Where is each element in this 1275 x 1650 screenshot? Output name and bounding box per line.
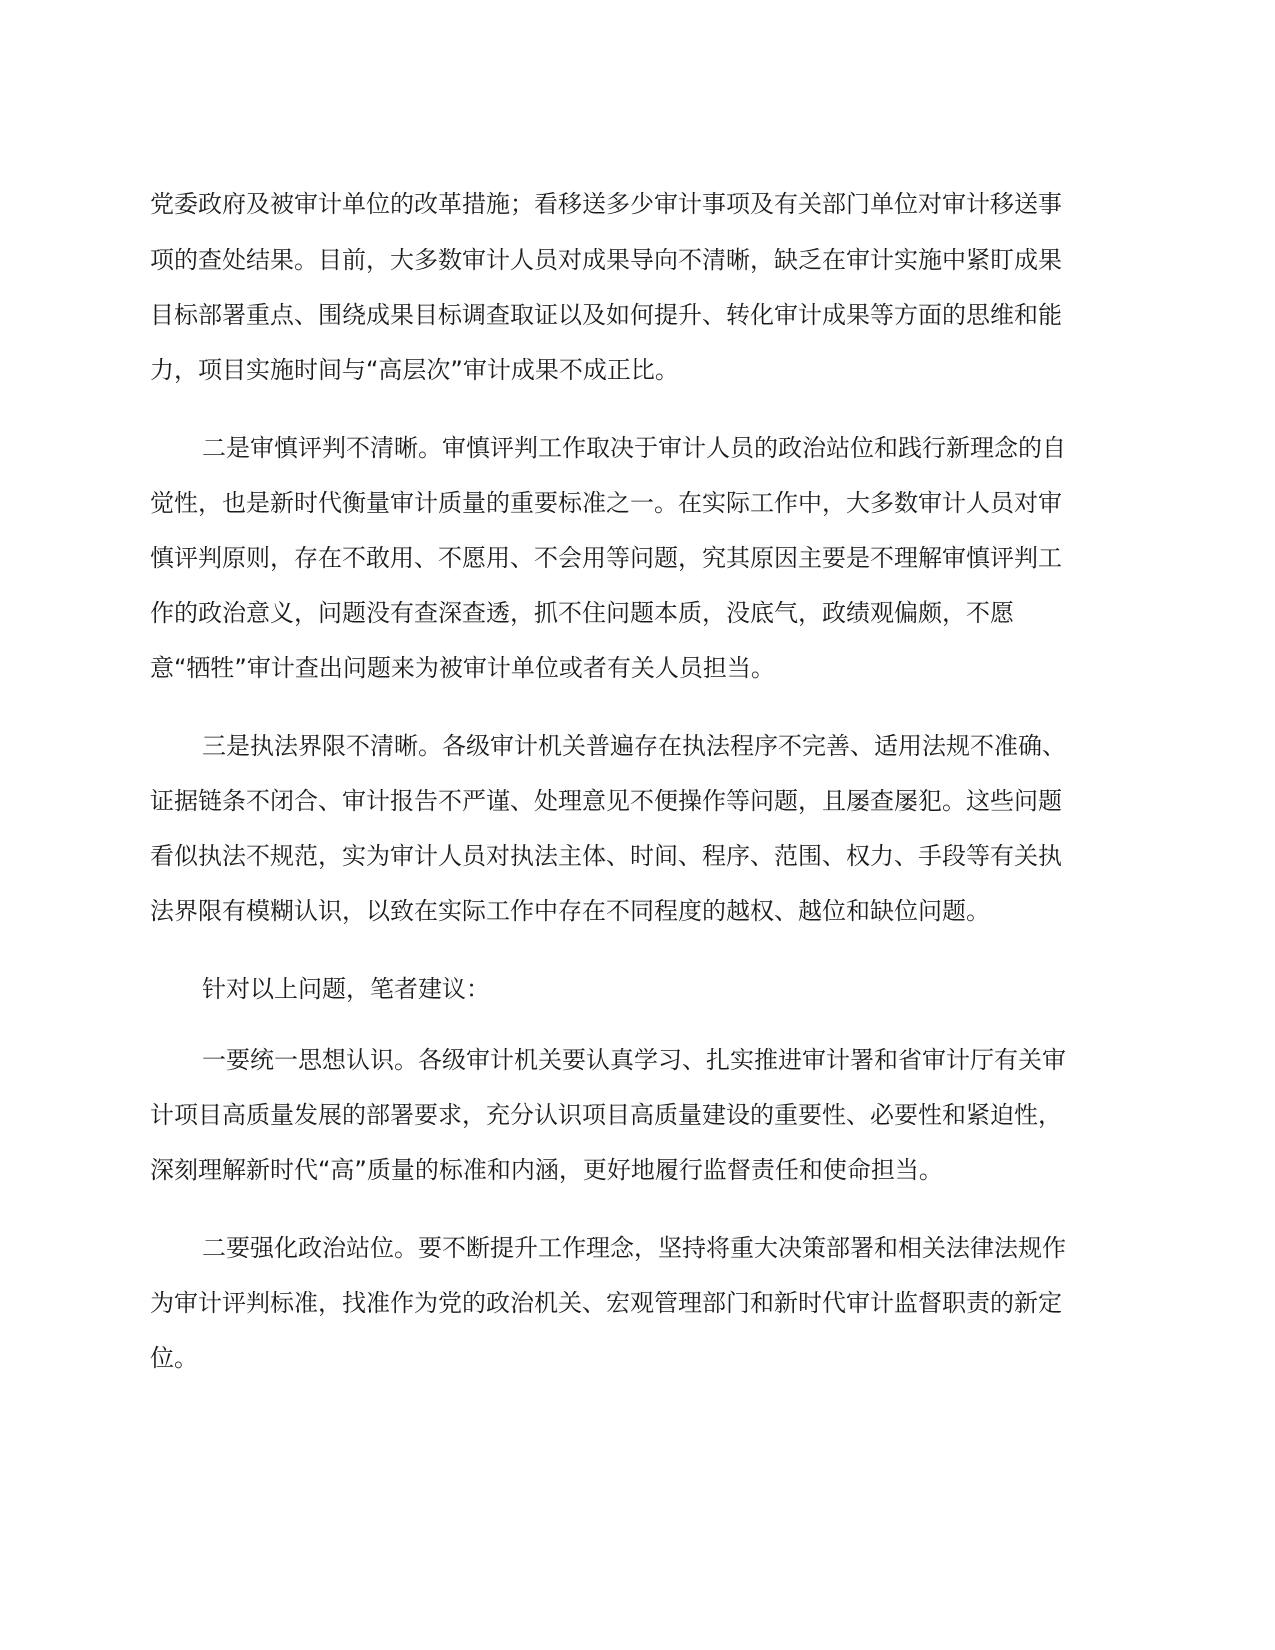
text-line: 目标部署重点、围绕成果目标调查取证以及如何提升、转化审计成果等方面的思维和能 xyxy=(150,301,1062,329)
text-line: 觉性，也是新时代衡量审计质量的重要标准之一。在实际工作中，大多数审计人员对审 xyxy=(150,489,1062,517)
text-line: 二是审慎评判不清晰。审慎评判工作取决于审计人员的政治站位和践行新理念的自 xyxy=(202,434,1066,462)
text-line: 深刻理解新时代“高”质量的标准和内涵，更好地履行监督责任和使命担当。 xyxy=(150,1156,943,1184)
text-line: 作的政治意义，问题没有查深查透，抓不住问题本质，没底气，政绩观偏颇，不愿 xyxy=(150,599,1014,627)
text-line: 慎评判原则，存在不敢用、不愿用、不会用等问题，究其原因主要是不理解审慎评判工 xyxy=(150,544,1062,572)
text-line: 证据链条不闭合、审计报告不严谨、处理意见不便操作等问题，且屡查屡犯。这些问题 xyxy=(150,787,1062,815)
text-line: 三是执法界限不清晰。各级审计机关普遍存在执法程序不完善、适用法规不准确、 xyxy=(202,732,1066,760)
text-line: 力，项目实施时间与“高层次”审计成果不成正比。 xyxy=(150,356,679,384)
text-line: 法界限有模糊认识，以致在实际工作中存在不同程度的越权、越位和缺位问题。 xyxy=(150,897,990,925)
text-line: 二要强化政治站位。要不断提升工作理念，坚持将重大决策部署和相关法律法规作 xyxy=(202,1234,1066,1262)
text-line: 党委政府及被审计单位的改革措施；看移送多少审计事项及有关部门单位对审计移送事 xyxy=(150,190,1062,218)
text-line: 针对以上问题，笔者建议： xyxy=(202,975,490,1003)
text-line: 意“牺牲”审计查出问题来为被审计单位或者有关人员担当。 xyxy=(150,654,775,682)
text-line: 一要统一思想认识。各级审计机关要认真学习、扎实推进审计署和省审计厅有关审 xyxy=(202,1046,1066,1074)
text-line: 为审计评判标准，找准作为党的政治机关、宏观管理部门和新时代审计监督职责的新定 xyxy=(150,1289,1062,1317)
text-line: 位。 xyxy=(150,1344,198,1372)
text-line: 计项目高质量发展的部署要求，充分认识项目高质量建设的重要性、必要性和紧迫性， xyxy=(150,1101,1062,1129)
text-line: 项的查处结果。目前，大多数审计人员对成果导向不清晰，缺乏在审计实施中紧盯成果 xyxy=(150,246,1062,274)
text-line: 看似执法不规范，实为审计人员对执法主体、时间、程序、范围、权力、手段等有关执 xyxy=(150,842,1062,870)
